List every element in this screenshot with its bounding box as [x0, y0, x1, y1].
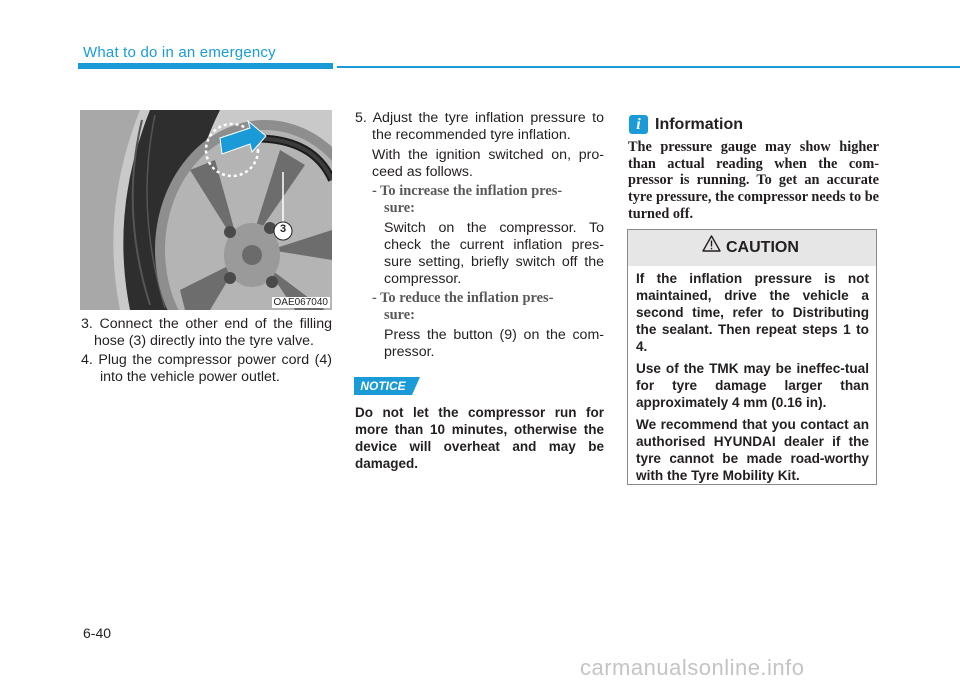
step-5 [355, 110, 604, 144]
header-bar [78, 63, 333, 69]
reduce-heading: - To reduce the inflation pres-sure: [372, 290, 554, 323]
wheel-drawing [80, 110, 332, 310]
caution-body [636, 270, 869, 489]
caution-paragraph: Use of the TMK may be ineffec-tual for tyre damage larger than approximately 4 mm (0.16 in). [636, 361, 869, 410]
step-number: 4. [81, 352, 93, 368]
information-title: Information [655, 116, 743, 133]
information-text: The pressure gauge may show higher than actual reading when the com-pressor is running. To get an accurate tyre pressure, the compressor needs to be turned off. [628, 139, 879, 222]
notice-badge [354, 377, 420, 395]
step-text: Plug the compressor power cord (4) into the vehicle power outlet. [98, 352, 332, 385]
step-text: Adjust the tyre inflation pressure to the recommended tyre inflation. [372, 110, 604, 143]
step-text: Connect the other end of the filling hose (3) directly into the tyre valve. [94, 316, 332, 349]
caution-title: CAUTION [726, 239, 799, 256]
figure-code: OAE067040 [273, 297, 328, 308]
watermark: carmanualsonline.info [580, 655, 805, 680]
callout-number: 3 [279, 223, 287, 235]
reduce-text: Press the button (9) on the com-pressor. [384, 327, 604, 360]
notice-text: Do not let the compressor run for more than 10 minutes, otherwise the device will overheat and may be damaged. [355, 405, 604, 471]
page-number: 6-40 [83, 625, 112, 641]
tyre-valve-illustration [80, 110, 332, 310]
caution-paragraph: If the inflation pressure is not maintained, drive the vehicle a second time, refer to Distributing the sealant. Then repeat steps 1 to 4. [636, 271, 869, 354]
header-rule [337, 66, 960, 68]
step-5-intro: With the ignition switched on, pro-ceed as follows. [372, 147, 604, 180]
step-4 [81, 352, 332, 386]
notice-label: NOTICE [360, 379, 406, 393]
increase-heading: - To increase the inflation pres-sure: [372, 183, 563, 216]
step-number: 3. [81, 316, 93, 332]
info-icon: i [629, 115, 648, 134]
caution-paragraph: We recommend that you contact an authorised HYUNDAI dealer if the tyre cannot be made road-worthy with the Tyre Mobility Kit. [636, 417, 869, 483]
step-3 [81, 316, 332, 350]
warning-triangle-icon [702, 235, 721, 252]
step-number: 5. [355, 110, 367, 126]
section-title: What to do in an emergency [83, 44, 276, 61]
increase-text: Switch on the compressor. To check the current inflation pres-sure setting, briefly switch off the compressor. [384, 220, 604, 287]
